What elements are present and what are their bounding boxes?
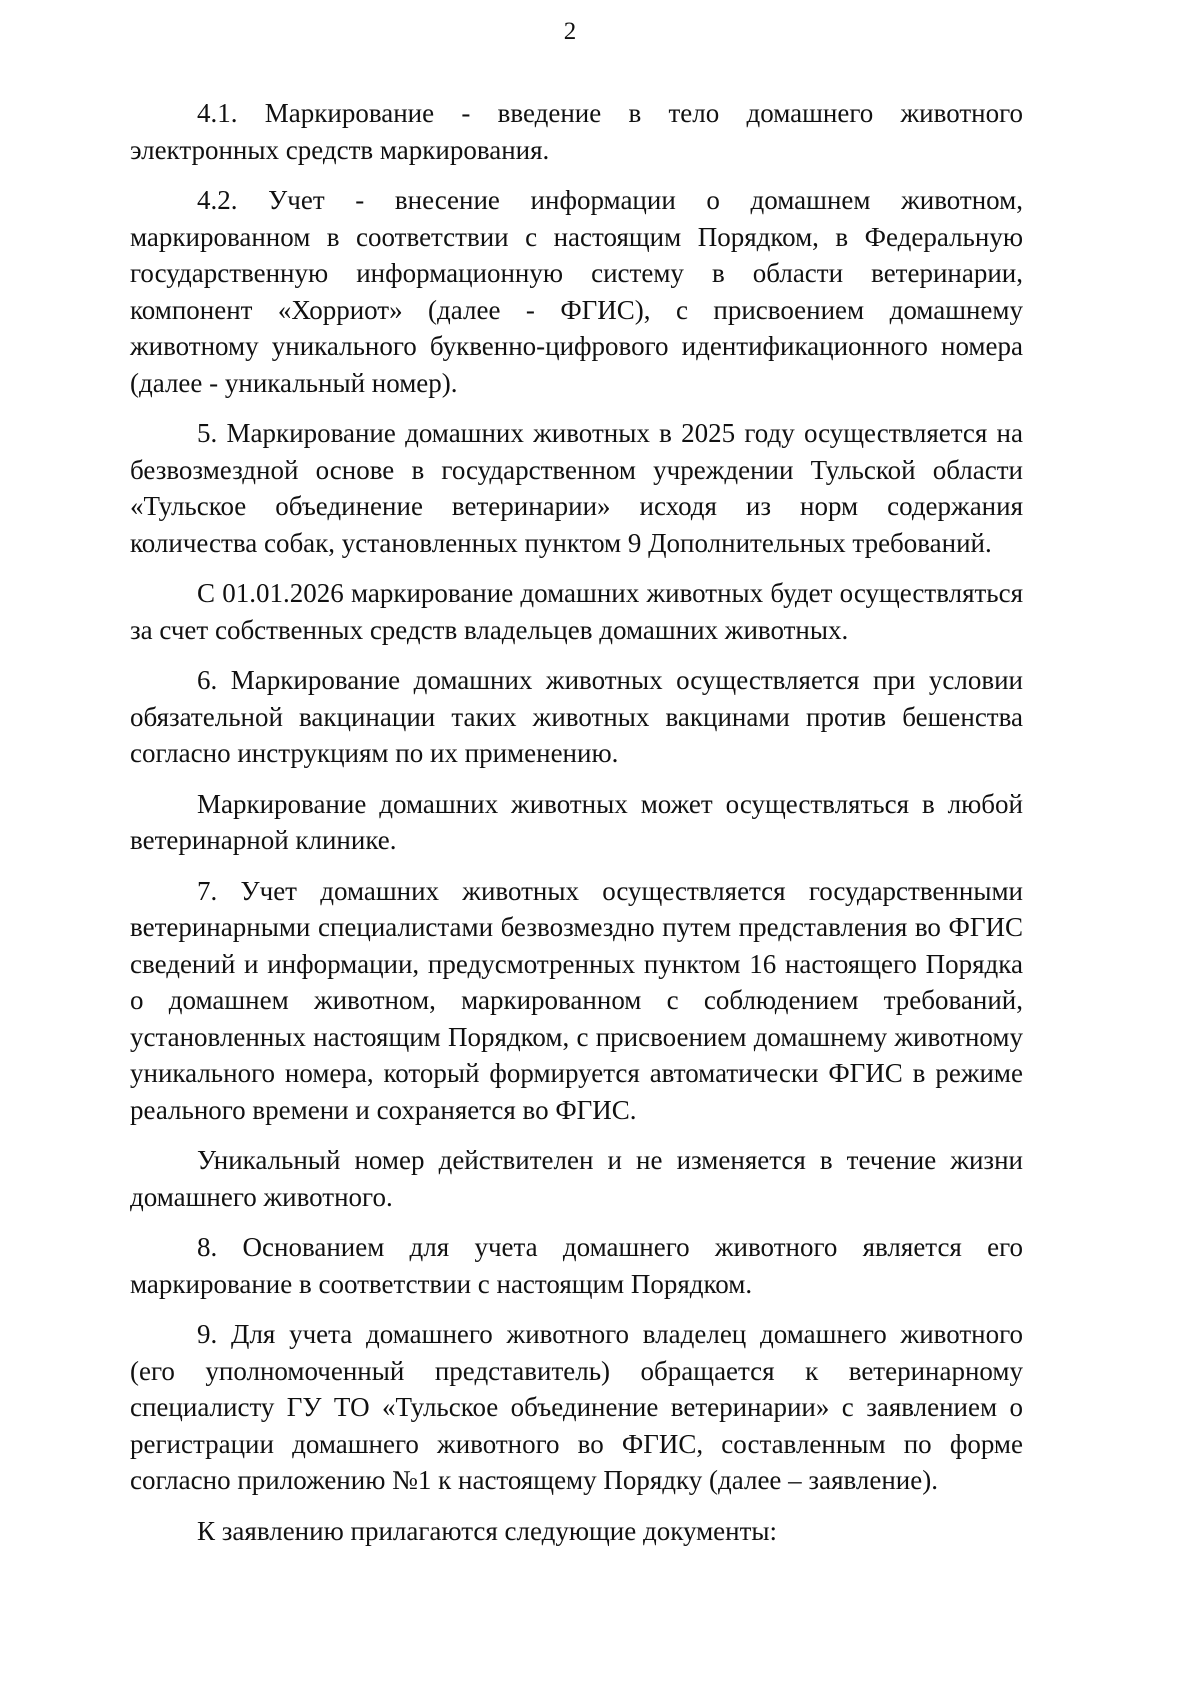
- paragraph-5: 5. Маркирование домашних животных в 2025 году осуществляется на безвозмездной основе в государственном учреждении Тульской области «Тульское объединение ветеринарии» исходя из норм содержания количества собак, установленных пунктом 9 Дополнительных требований.: [130, 418, 1023, 558]
- paragraph-9-documents-intro: К заявлению прилагаются следующие документы:: [197, 1515, 778, 1546]
- paragraph-4-1: 4.1. Маркирование - введение в тело домашнего животного электронных средств маркирования.: [130, 98, 1023, 165]
- paragraph-8: 8. Основанием для учета домашнего животного является его маркирование в соответствии с настоящим Порядком.: [130, 1232, 1023, 1299]
- page-number: 2: [563, 18, 577, 45]
- paragraph-6-continuation: Маркирование домашних животных может осуществляться в любой ветеринарной клинике.: [130, 788, 1023, 855]
- paragraph-7-continuation: Уникальный номер действителен и не изменяется в течение жизни домашнего животного.: [130, 1145, 1023, 1212]
- document-body: [130, 95, 1023, 1563]
- paragraph-6: 6. Маркирование домашних животных осуществляется при условии обязательной вакцинации таких животных вакцинами против бешенства согласно инструкциям по их применению.: [130, 665, 1023, 768]
- paragraph-5-continuation: С 01.01.2026 маркирование домашних животных будет осуществляться за счет собственных средств владельцев домашних животных.: [130, 578, 1023, 645]
- paragraph-9: 9. Для учета домашнего животного владелец домашнего животного (его уполномоченный представитель) обращается к ветеринарному специалисту ГУ ТО «Тульское объединение ветеринарии» с заявлением о регистрации домашнего животного во ФГИС, составленным по форме согласно приложению №1 к настоящему Порядку (далее – заявление).: [130, 1319, 1023, 1495]
- paragraph-7: 7. Учет домашних животных осуществляется государственными ветеринарными специалистами безвозмездно путем представления во ФГИС сведений и информации, предусмотренных пунктом 16 настоящего Порядка о домашнем животном, маркированном с соблюдением требований, установленных настоящим Порядком, с присвоением домашнему животному уникального номера, который формируется автоматически ФГИС в режиме реального времени и сохраняется во ФГИС.: [130, 875, 1023, 1125]
- paragraph-4-2: 4.2. Учет - внесение информации о домашнем животном, маркированном в соответствии с настоящим Порядком, в Федеральную государственную информационную систему в области ветеринарии, компонент «Хорриот» (далее - ФГИС), с присвоением домашнему животному уникального буквенно-цифрового идентификационного номера (далее - уникальный номер).: [130, 185, 1023, 398]
